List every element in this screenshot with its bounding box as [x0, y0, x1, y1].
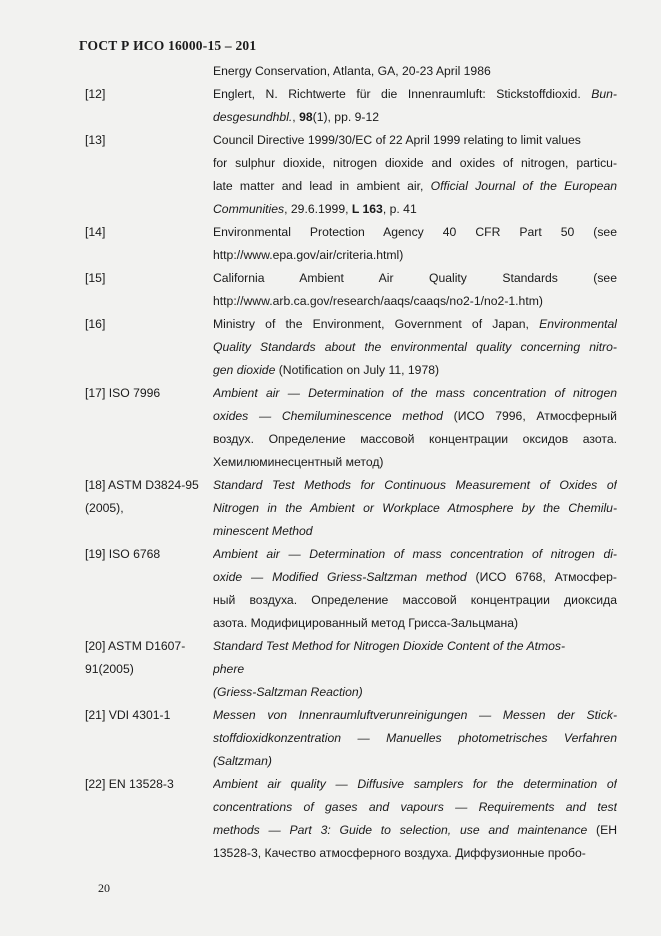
reference-line: http://www.arb.ca.gov/research/aaqs/caaqs/no2-1/no2-1.htm) [213, 294, 543, 308]
reference-line: desgesundhbl., 98(1), pp. 9-12 [213, 110, 380, 124]
reference-line: oxides — Chemiluminescence method (ИСО 7996, Атмосферный [213, 409, 617, 423]
reference-line: Ambient air — Determination of mass concentration of nitrogen di- [213, 547, 617, 561]
reference-text [213, 382, 617, 474]
reference-text [213, 543, 617, 635]
reference-line: Englert, N. Richtwerte für die Innenraumluft: Stickstoffdioxid. Bun- [213, 87, 617, 101]
reference-label: [14] [85, 225, 106, 239]
reference-line: Ambient air quality — Diffusive samplers for the determination of [213, 777, 617, 791]
reference-label: [17] ISO 7996 [85, 386, 161, 400]
reference-line: (Griess-Saltzman Reaction) [213, 685, 363, 699]
reference-text [213, 129, 617, 221]
reference-line: Nitrogen in the Ambient or Workplace Atmosphere by the Chemilu- [213, 501, 617, 515]
page-header: ГОСТ Р ИСО 16000-15 – 201 [79, 38, 257, 53]
continuation-line: Energy Conservation, Atlanta, GA, 20-23 April 1986 [213, 64, 491, 78]
reference-text [213, 474, 617, 543]
reference-line: Communities, 29.6.1999, L 163, p. 41 [213, 202, 417, 216]
page-number: 20 [98, 881, 110, 895]
reference-text [213, 704, 617, 773]
reference-line: Environmental Protection Agency 40 CFR Part 50 (see [213, 225, 617, 239]
reference-line: California Ambient Air Quality Standards (see [213, 271, 617, 285]
reference-text [213, 83, 617, 129]
reference-line: methods — Part 3: Guide to selection, use and maintenance (ЕН [213, 823, 617, 837]
reference-text [213, 635, 617, 704]
reference-label: [16] [85, 317, 106, 331]
reference-line: phere [213, 662, 245, 676]
reference-line: late matter and lead in ambient air, Official Journal of the European [213, 179, 617, 193]
reference-line: ный воздуха. Определение массовой концентрации диоксида [213, 593, 617, 607]
reference-line: азота. Модифицированный метод Грисса-Зальцмана) [213, 616, 519, 630]
reference-line: воздух. Определение массовой концентрации оксидов азота. [213, 432, 617, 446]
reference-line: minescent Method [213, 524, 313, 538]
reference-line: Council Directive 1999/30/EC of 22 April 1999 relating to limit values [213, 133, 581, 147]
reference-text [213, 221, 617, 267]
reference-continuation [213, 60, 617, 83]
reference-line: (Saltzman) [213, 754, 272, 768]
reference-label: [20] ASTM D1607-91(2005) [85, 639, 186, 676]
reference-line: Хемилюминесцентный метод) [213, 455, 384, 469]
reference-line: Messen von Innenraumluftverunreinigungen — Messen der Stick- [213, 708, 617, 722]
reference-label: [12] [85, 87, 106, 101]
reference-line: Ministry of the Environment, Government of Japan, Environmental [213, 317, 617, 331]
reference-line: 13528-3, Качество атмосферного воздуха. Диффузионные пробо- [213, 846, 586, 860]
reference-line: http://www.epa.gov/air/criteria.html) [213, 248, 404, 262]
reference-label: [18] ASTM D3824-95 (2005), [85, 478, 199, 515]
reference-label: [15] [85, 271, 106, 285]
reference-line: Quality Standards about the environmental quality concerning nitro- [213, 340, 617, 354]
reference-label: [22] EN 13528-3 [85, 777, 174, 791]
reference-text [213, 313, 617, 382]
reference-line: stoffdioxidkonzentration — Manuelles photometrisches Verfahren [213, 731, 617, 745]
reference-line: gen dioxide (Notification on July 11, 1978) [213, 363, 440, 377]
reference-line: Ambient air — Determination of the mass concentration of nitrogen [213, 386, 617, 400]
reference-label: [21] VDI 4301-1 [85, 708, 171, 722]
reference-text [213, 267, 617, 313]
reference-line: oxide — Modified Griess-Saltzman method (ИСО 6768, Атмосфер- [213, 570, 617, 584]
reference-line: Standard Test Method for Nitrogen Dioxide Content of the Atmos- [213, 639, 566, 653]
reference-line: Standard Test Methods for Continuous Measurement of Oxides of [213, 478, 617, 492]
reference-line: concentrations of gases and vapours — Requirements and test [213, 800, 617, 814]
reference-text [213, 773, 617, 865]
reference-line: for sulphur dioxide, nitrogen dioxide and oxides of nitrogen, particu- [213, 156, 617, 170]
reference-label: [19] ISO 6768 [85, 547, 161, 561]
reference-label: [13] [85, 133, 106, 147]
